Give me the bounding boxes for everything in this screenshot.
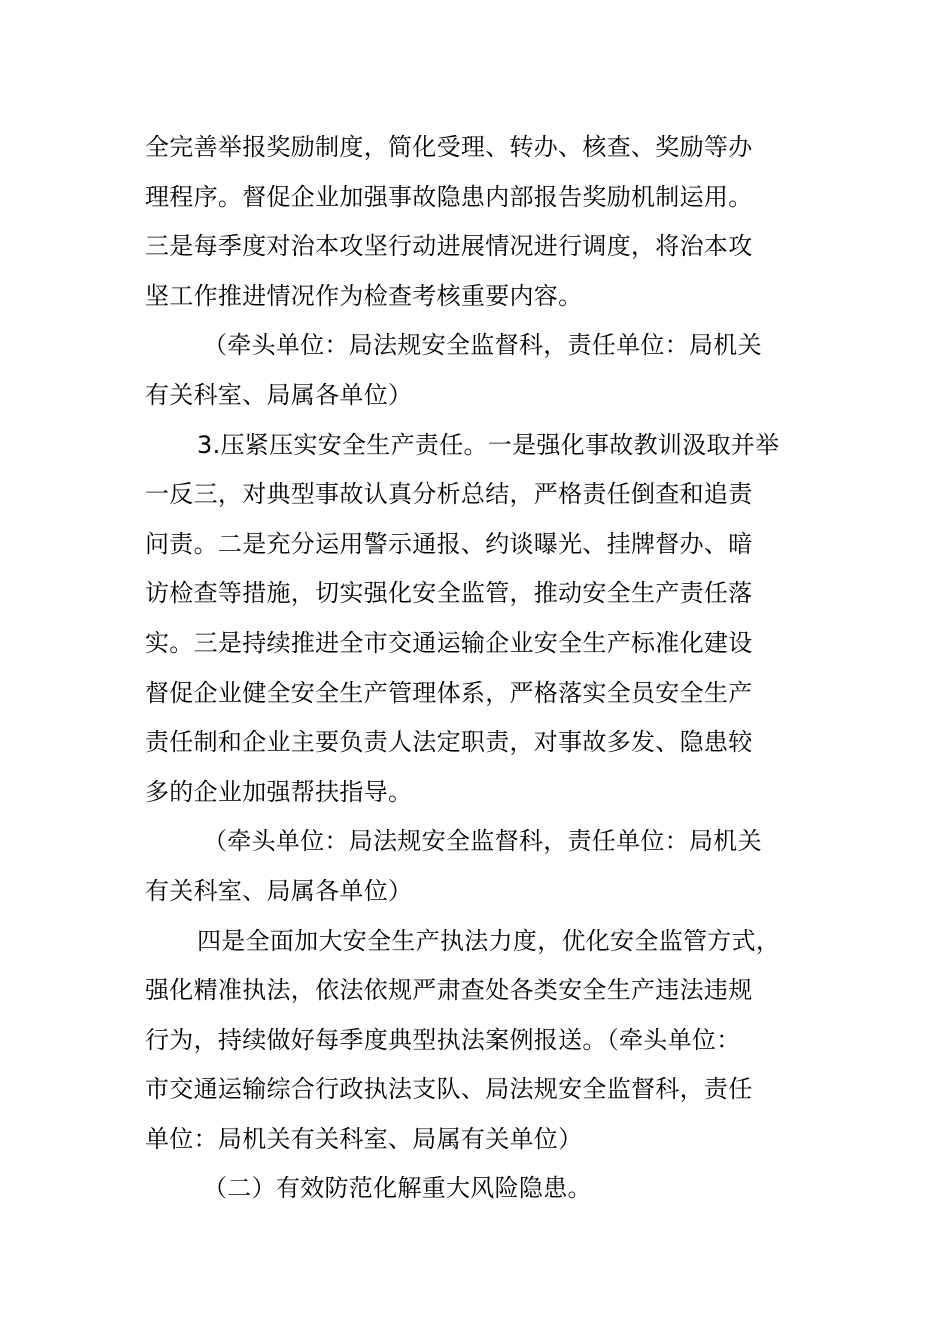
text-line: 单位：局机关有关科室、局属有关单位） bbox=[145, 1124, 583, 1153]
text-line: 理程序。督促企业加强事故隐患内部报告奖励机制运用。 bbox=[145, 182, 753, 211]
text-line: 有关科室、局属各单位） bbox=[145, 380, 413, 409]
text-line: 四是全面加大安全生产执法力度，优化安全监管方式， bbox=[197, 926, 781, 955]
text-line: 访检查等措施，切实强化安全监管，推动安全生产责任落 bbox=[145, 579, 753, 608]
text-line: 行为，持续做好每季度典型执法案例报送。（牵头单位： bbox=[145, 1025, 741, 1054]
text-line: 市交通运输综合行政执法支队、局法规安全监督科，责任 bbox=[145, 1075, 753, 1104]
text-line: 全完善举报奖励制度，简化受理、转办、核查、奖励等办 bbox=[145, 133, 753, 161]
text-line: 问责。二是充分运用警示通报、约谈曝光、挂牌督办、暗 bbox=[145, 529, 753, 558]
text-line: 实。三是持续推进全市交通运输企业安全生产标准化建设 bbox=[145, 628, 753, 657]
paragraph-safety-responsibility bbox=[145, 421, 810, 818]
text-line: 责任制和企业主要负责人法定职责，对事故多发、隐患较 bbox=[145, 728, 753, 757]
section-heading bbox=[145, 1164, 810, 1214]
text-line: （牵头单位：局法规安全监督科，责任单位：局机关 bbox=[203, 331, 762, 360]
paragraph-report-reward-continuation bbox=[145, 123, 810, 321]
text-line: 3.压紧压实安全生产责任。一是强化事故教训汲取并举 bbox=[197, 430, 780, 459]
text-line: 有关科室、局属各单位） bbox=[145, 876, 413, 905]
text-line: （牵头单位：局法规安全监督科，责任单位：局机关 bbox=[203, 827, 762, 856]
paragraph-responsible-units bbox=[145, 321, 810, 420]
text-line: 一反三，对典型事故认真分析总结，严格责任倒查和追责 bbox=[145, 480, 753, 509]
text-line: 三是每季度对治本攻坚行动进展情况进行调度，将治本攻 bbox=[145, 232, 753, 261]
paragraph-responsible-units bbox=[145, 817, 810, 916]
text-line: 强化精准执法，依法依规严肃查处各类安全生产违法违规 bbox=[145, 976, 753, 1005]
paragraph-law-enforcement bbox=[145, 917, 810, 1165]
text-line: 督促企业健全安全生产管理体系，严格落实全员安全生产 bbox=[145, 678, 753, 707]
document-body bbox=[145, 123, 810, 1214]
text-line: 坚工作推进情况作为检查考核重要内容。 bbox=[145, 281, 583, 310]
text-line: 多的企业加强帮扶指导。 bbox=[145, 777, 413, 806]
text-line: （二）有效防范化解重大风险隐患。 bbox=[203, 1174, 592, 1203]
